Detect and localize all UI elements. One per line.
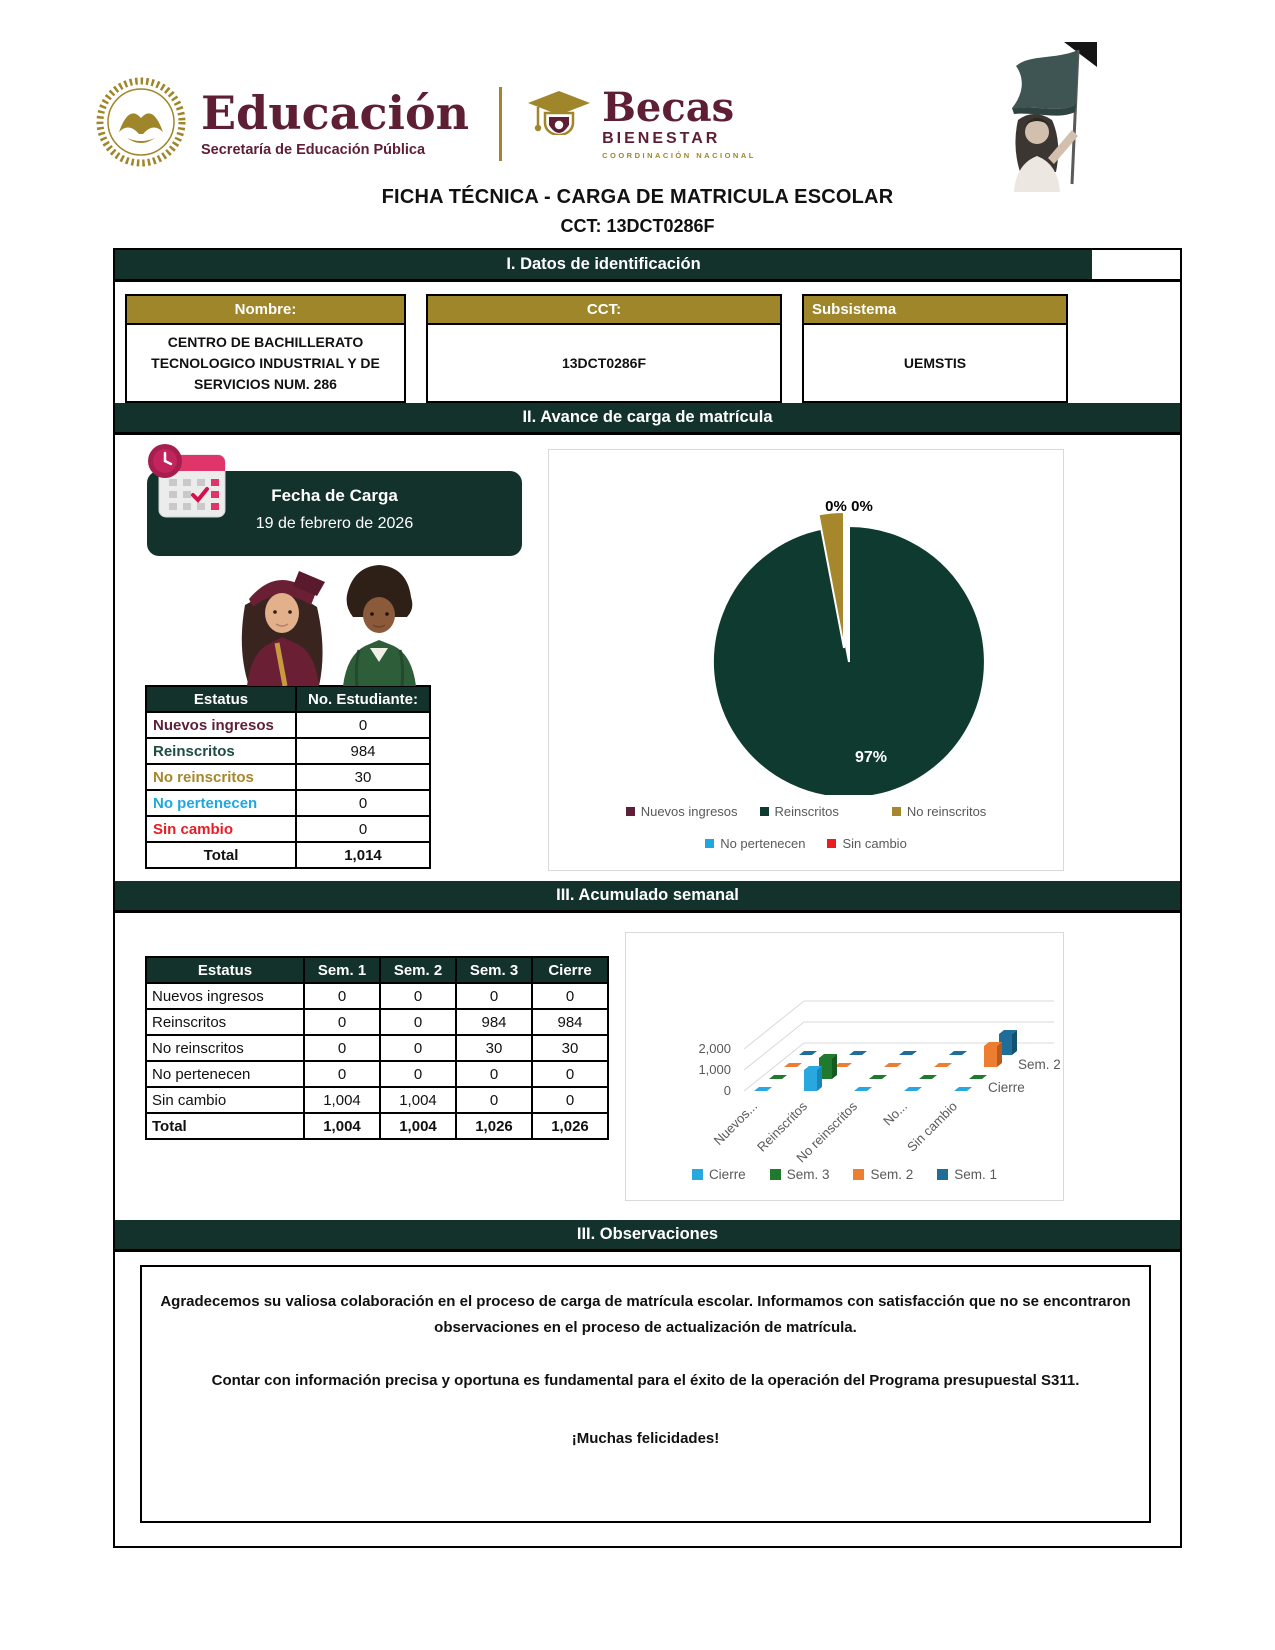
section4-header	[115, 1220, 1180, 1252]
status-table-header	[146, 686, 430, 712]
legend-swatch	[827, 839, 836, 848]
flag-woman-illustration	[952, 42, 1097, 192]
row-no-pertenecen-label: No pertenecen	[146, 790, 296, 816]
educacion-wordmark: Educación	[201, 86, 470, 140]
depth-label-cierre: Cierre	[988, 1080, 1025, 1095]
identification-row	[115, 282, 1180, 403]
table-row: No reinscritos 0 0 30 30	[146, 1035, 608, 1061]
nombre-label: Nombre:	[127, 296, 404, 325]
pie-label-zero-2: 0%	[851, 498, 873, 515]
row-sin-cambio-label: Sin cambio	[146, 816, 296, 842]
row-nuevos-ingresos-value: 0	[296, 712, 430, 738]
col-sem3: Sem. 3	[456, 957, 532, 983]
row-sin-cambio-value: 0	[296, 816, 430, 842]
bar3d-legend	[626, 1167, 1063, 1182]
ytick-2000: 2,000	[698, 1041, 731, 1056]
observaciones-paragraph-1: Agradecemos su valiosa colaboración en el proceso de carga de matrícula escolar. Informamos con satisfacción que no se encontraron observaciones en el proceso de actualización de matrícula.	[160, 1293, 1131, 1337]
subsistema-box	[802, 294, 1068, 403]
bar3d-chart	[626, 933, 1063, 1163]
legend-swatch	[705, 839, 714, 848]
legend-cierre: Cierre	[692, 1167, 746, 1182]
ytick-1000: 1,000	[698, 1062, 731, 1077]
fecha-value: 19 de febrero de 2026	[255, 515, 414, 532]
col-cierre: Cierre	[532, 957, 608, 983]
pie-label-zero-1: 0%	[825, 498, 847, 515]
legend-swatch	[760, 807, 769, 816]
col-sem1: Sem. 1	[304, 957, 380, 983]
row-total-value: 1,014	[296, 842, 430, 868]
table-row: Reinscritos 0 0 984 984	[146, 1009, 608, 1035]
table-row: Nuevos ingresos 0 0 0 0	[146, 983, 608, 1009]
xlabel-nuevos: Nuevos...	[710, 1098, 761, 1148]
legend-no-pertenecen: No pertenecen	[705, 836, 805, 851]
becas-wordmark: Becas	[602, 84, 735, 131]
section2-title: II. Avance de carga de matrícula	[115, 403, 1180, 432]
avance-body	[115, 435, 1180, 881]
xlabel-sin-cambio: Sin cambio	[904, 1098, 961, 1155]
legend-no-reinscritos: No reinscritos	[892, 804, 986, 819]
series-cierre	[754, 1066, 972, 1091]
section1-header	[115, 248, 1180, 282]
becas-bienestar-logo	[528, 84, 756, 160]
legend-reinscritos: Reinscritos	[760, 804, 839, 819]
row-nuevos-ingresos-label: Nuevos ingresos	[146, 712, 296, 738]
table-row-total	[146, 842, 430, 868]
xlabel-no-pertenecen: No...	[880, 1098, 911, 1129]
cct-label: CCT:	[428, 296, 780, 325]
row-no-reinscritos-value: 30	[296, 764, 430, 790]
legend-swatch	[937, 1169, 948, 1180]
calendar-clock-icon	[143, 439, 231, 523]
table-row	[146, 712, 430, 738]
row-no-reinscritos-label: No reinscritos	[146, 764, 296, 790]
table-row: Sin cambio 1,004 1,004 0 0	[146, 1087, 608, 1113]
legend-swatch	[626, 807, 635, 816]
nombre-value: CENTRO DE BACHILLERATO TECNOLOGICO INDUSTRIAL Y DE SERVICIOS NUM. 286	[151, 333, 380, 392]
sep-subtitle: Secretaría de Educación Pública	[201, 142, 426, 158]
subsistema-label: Subsistema	[804, 296, 1066, 325]
pie-chart-panel	[548, 449, 1064, 871]
observaciones-body	[115, 1252, 1180, 1548]
table-row	[146, 790, 430, 816]
table-row-total: Total 1,004 1,004 1,026 1,026	[146, 1113, 608, 1139]
legend-sem1: Sem. 1	[937, 1167, 997, 1182]
bar3d-chart-panel	[625, 932, 1064, 1201]
coordinacion-tagline: COORDINACIÓN NACIONAL	[602, 151, 756, 160]
document-title: FICHA TÉCNICA - CARGA DE MATRICULA ESCOLAR	[381, 186, 894, 208]
header-logos	[95, 58, 995, 190]
logo-divider	[499, 87, 502, 161]
educacion-logo	[95, 74, 469, 175]
legend-swatch	[892, 807, 901, 816]
bienestar-wordmark: BIENESTAR	[602, 130, 721, 147]
pie-label-97: 97%	[854, 749, 888, 766]
legend-swatch	[692, 1169, 703, 1180]
fecha-label: Fecha de Carga	[271, 486, 398, 505]
status-table	[145, 685, 431, 869]
table-row	[146, 764, 430, 790]
acumulado-body	[115, 913, 1180, 1220]
series-sem3	[769, 1054, 987, 1079]
document-cct: CCT: 13DCT0286F	[560, 216, 715, 236]
legend-swatch	[853, 1169, 864, 1180]
legend-nuevos-ingresos: Nuevos ingresos	[626, 804, 738, 819]
section4-title: III. Observaciones	[115, 1220, 1180, 1249]
section3-header	[115, 881, 1180, 913]
pie-legend-row2	[549, 836, 1063, 851]
observaciones-paragraph-3: ¡Muchas felicidades!	[571, 1429, 720, 1447]
table-row: No pertenecen 0 0 0 0	[146, 1061, 608, 1087]
observaciones-box	[140, 1265, 1151, 1523]
row-total-label: Total	[146, 842, 296, 868]
series-sem2	[784, 1042, 1002, 1067]
legend-sin-cambio: Sin cambio	[827, 836, 906, 851]
cct-value: 13DCT0286F	[561, 354, 647, 371]
legend-swatch	[770, 1169, 781, 1180]
subsistema-value: UEMSTIS	[903, 354, 967, 371]
col-sem2: Sem. 2	[380, 957, 456, 983]
depth-label-sem2: Sem. 2	[1018, 1057, 1061, 1072]
status-col-estatus: Estatus	[146, 686, 296, 712]
nombre-box	[125, 294, 406, 403]
legend-sem2: Sem. 2	[853, 1167, 913, 1182]
section2-header	[115, 403, 1180, 435]
row-reinscritos-label: Reinscritos	[146, 738, 296, 764]
status-col-estudiantes: No. Estudiante:	[296, 686, 430, 712]
document-frame	[113, 248, 1182, 1548]
row-no-pertenecen-value: 0	[296, 790, 430, 816]
table-row	[146, 738, 430, 764]
ytick-0: 0	[723, 1083, 731, 1098]
weekly-table-header	[146, 957, 608, 983]
xlabel-no-reinscritos: No reinscritos	[793, 1098, 861, 1163]
table-row	[146, 816, 430, 842]
legend-sem3: Sem. 3	[770, 1167, 830, 1182]
row-reinscritos-value: 984	[296, 738, 430, 764]
cct-box	[426, 294, 782, 403]
section1-title: I. Datos de identificación	[115, 250, 1092, 279]
col-estatus: Estatus	[146, 957, 304, 983]
graduation-cap-icon	[528, 89, 590, 160]
sep-eagle-seal-icon	[95, 74, 187, 175]
pie-chart	[549, 450, 1063, 795]
students-illustration	[227, 555, 432, 686]
observaciones-paragraph-2: Contar con información precisa y oportuna es fundamental para el éxito de la operación del Programa presupuestal S311.	[211, 1371, 1080, 1389]
pie-legend-row1	[549, 804, 1063, 819]
xlabel-reinscritos: Reinscritos	[754, 1098, 811, 1155]
weekly-table	[145, 956, 609, 1140]
section3-title: III. Acumulado semanal	[115, 881, 1180, 910]
